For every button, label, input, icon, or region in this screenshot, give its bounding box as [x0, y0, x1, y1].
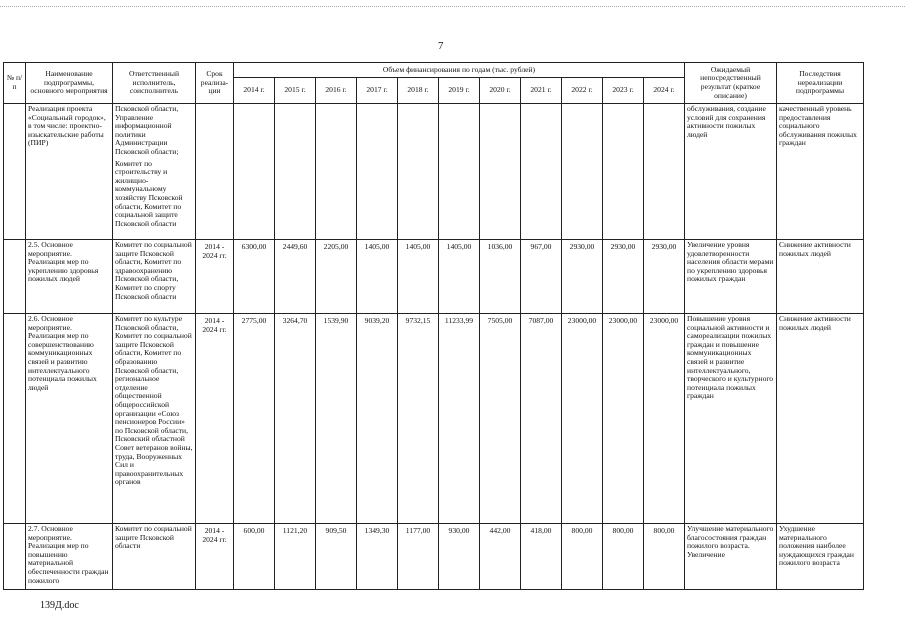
row-value: 800,00: [644, 524, 685, 590]
row-name: Реализация проекта «Социальный городок», в том числе: проектно-изыскательские работы (ПИР): [26, 104, 113, 240]
row-term: [196, 104, 234, 240]
row-value: 1349,30: [357, 524, 398, 590]
row-value: 1121,20: [275, 524, 316, 590]
row-term: 2014 - 2024 гг.: [196, 240, 234, 314]
header-year: 2024 г.: [644, 78, 685, 104]
row-consequence: качественный уровень предоставления социального обслуживания пожилых граждан: [777, 104, 864, 240]
row-value: [275, 104, 316, 240]
header-year: 2015 г.: [275, 78, 316, 104]
row-executor: [113, 314, 196, 524]
header-year: 2019 г.: [439, 78, 480, 104]
header-year: 2020 г.: [480, 78, 521, 104]
row-value: 930,00: [439, 524, 480, 590]
row-value: 800,00: [562, 524, 603, 590]
row-value: 2205,00: [316, 240, 357, 314]
header-year: 2016 г.: [316, 78, 357, 104]
header-result: Ожидаемый непосредственный результат (краткое описание): [685, 63, 777, 104]
executor-part: Комитет по социальной защите Псковской области, Комитет по здравоохранению Псковской области, Комитет по спорту Псковской области: [115, 240, 192, 301]
row-value: 1539,90: [316, 314, 357, 524]
row-value: 9732,15: [398, 314, 439, 524]
row-result: Увеличение уровня удовлетворенности населения области мерами по укреплению здоровья пожилых граждан: [685, 240, 777, 314]
row-consequence: Снижение активности пожилых людей: [777, 314, 864, 524]
row-value: 11233,99: [439, 314, 480, 524]
row-value: [316, 104, 357, 240]
row-value: 23000,00: [562, 314, 603, 524]
row-value: 600,00: [234, 524, 275, 590]
row-value: 2930,00: [562, 240, 603, 314]
row-value: [562, 104, 603, 240]
row-value: 23000,00: [644, 314, 685, 524]
header-num: № п/п: [4, 63, 26, 104]
header-year: 2022 г.: [562, 78, 603, 104]
row-name: 2.6. Основное мероприятие. Реализация мер по совершенствованию коммуникационных связей и развитию интеллектуального потенциала пожилых людей: [26, 314, 113, 524]
file-name: 139Д.doc: [40, 600, 79, 611]
header-year: 2021 г.: [521, 78, 562, 104]
row-name: 2.5. Основное мероприятие. Реализация мер по укреплению здоровья пожилых людей: [26, 240, 113, 314]
row-executor: [113, 104, 196, 240]
header-term: Срок реализа-ции: [196, 63, 234, 104]
row-value: 7087,00: [521, 314, 562, 524]
row-value: 2449,60: [275, 240, 316, 314]
row-value: [234, 104, 275, 240]
page-number: 7: [438, 40, 444, 52]
row-name: 2.7. Основное мероприятие. Реализация мер по повышению материальной обеспеченности граждан пожилого: [26, 524, 113, 590]
result-text: Улучшение материального благосостояния граждан пожилого возраста. Увеличение: [687, 524, 774, 559]
header-year: 2023 г.: [603, 78, 644, 104]
row-value: 1036,00: [480, 240, 521, 314]
row-value: [644, 104, 685, 240]
table-row: [4, 524, 864, 590]
row-consequence: Ухудшение материального положения наиболее нуждающихся граждан пожилого возраста: [777, 524, 864, 590]
header-name: Наименование подпрограммы, основного мероприятия: [26, 63, 113, 104]
executor-part: Комитет по социальной защите Псковской области: [115, 524, 192, 551]
header-year: 2014 г.: [234, 78, 275, 104]
row-result: обслуживания, создание условий для сохранения активности пожилых людей: [685, 104, 777, 240]
header-consequence: Последствия нереализации подпрограммы: [777, 63, 864, 104]
table-row: [4, 240, 864, 314]
row-value: 1405,00: [439, 240, 480, 314]
row-executor: [113, 524, 196, 590]
row-value: 2930,00: [603, 240, 644, 314]
row-value: 418,00: [521, 524, 562, 590]
scan-edge: [0, 6, 905, 7]
table-row: [4, 314, 864, 524]
row-value: 1177,00: [398, 524, 439, 590]
header-executor: Ответственный исполнитель, соисполнитель: [113, 63, 196, 104]
row-value: 442,00: [480, 524, 521, 590]
row-num: [4, 240, 26, 314]
program-table: [3, 62, 864, 590]
header-year: 2017 г.: [357, 78, 398, 104]
row-value: [603, 104, 644, 240]
row-value: 1405,00: [357, 240, 398, 314]
row-value: [480, 104, 521, 240]
row-value: 2775,00: [234, 314, 275, 524]
row-value: [439, 104, 480, 240]
row-value: 2930,00: [644, 240, 685, 314]
row-term: 2014 - 2024 гг.: [196, 524, 234, 590]
row-value: 23000,00: [603, 314, 644, 524]
row-value: [398, 104, 439, 240]
row-value: 909,50: [316, 524, 357, 590]
row-value: 800,00: [603, 524, 644, 590]
row-value: 967,00: [521, 240, 562, 314]
row-result: [685, 524, 777, 590]
header-year: 2018 г.: [398, 78, 439, 104]
row-term: 2014 - 2024 гг.: [196, 314, 234, 524]
row-executor: [113, 240, 196, 314]
row-value: 9039,20: [357, 314, 398, 524]
row-num: [4, 314, 26, 524]
row-value: [521, 104, 562, 240]
row-value: 1405,00: [398, 240, 439, 314]
row-value: [357, 104, 398, 240]
executor-part: Комитет по строительству и жилищно-коммунальному хозяйству Псковской области, Комитет по социальной защите Псковской области: [115, 158, 183, 228]
executor-part: Псковской области, Управление информационной политики Администрации Псковской области;: [115, 104, 179, 156]
header-funding: Объем финансирования по годам (тыс. рублей): [234, 63, 685, 78]
row-consequence: Снижение активности пожилых людей: [777, 240, 864, 314]
executor-part: Комитет по культуре Псковской области, Комитет по социальной защите Псковской области, Комитет по образованию Псковской области, региональное отделение общественной общероссийской организации «Союз пенсионеров России» по Псковской области, Псковский областной Совет ветеранов войны, труда, Вооруженных Сил и правоохранительных органов: [115, 314, 193, 487]
row-result: Повышение уровня социальной активности и самореализации пожилых граждан и повышение коммуникационных связей и развитие интеллектуального, творческого и культурного потенциала пожилых граждан: [685, 314, 777, 524]
table-row: [4, 104, 864, 240]
row-num: [4, 104, 26, 240]
row-value: 3264,70: [275, 314, 316, 524]
row-value: 7505,00: [480, 314, 521, 524]
row-num: [4, 524, 26, 590]
row-value: 6300,00: [234, 240, 275, 314]
